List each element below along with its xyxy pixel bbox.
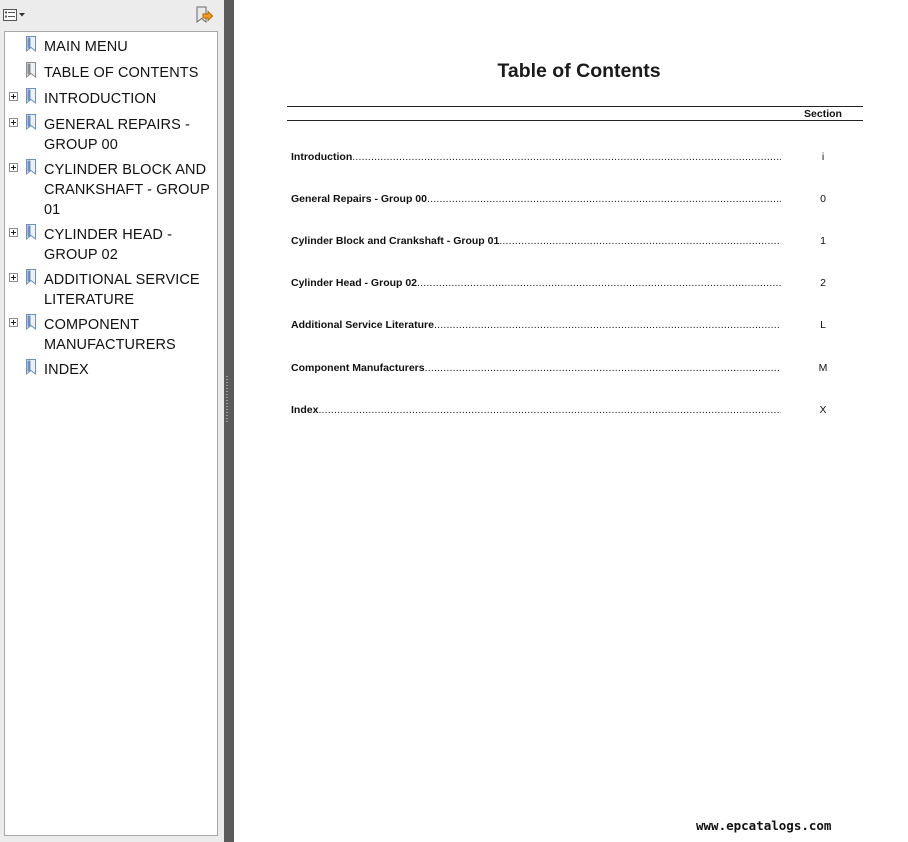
page-title: Table of Contents (497, 60, 661, 82)
toc-entry-title: General Repairs - Group 00 ..... (291, 192, 781, 206)
bookmark-icon (25, 359, 37, 375)
toc-entry-title: Introduction ..... (291, 150, 781, 164)
bookmark-label: INTRODUCTION (44, 91, 157, 107)
bookmark-item-introduction[interactable] (5, 84, 217, 110)
toc-entry-section: M (818, 362, 828, 374)
toc-entry-cylinder-head[interactable] (291, 276, 853, 292)
bookmark-options-icon[interactable] (2, 7, 28, 23)
document-page (234, 0, 908, 842)
expand-plus-icon[interactable] (9, 318, 18, 327)
bookmark-icon (25, 314, 37, 330)
expand-plus-icon[interactable] (9, 273, 18, 282)
bookmark-item-component-manufacturers[interactable] (5, 310, 217, 355)
bookmark-icon (25, 36, 37, 52)
section-column-header: Section (804, 108, 842, 120)
bookmark-label: MAIN MENU (44, 39, 128, 55)
bookmark-label: GENERAL REPAIRS - GROUP 00 (44, 117, 190, 153)
bookmark-icon (25, 88, 37, 104)
toc-entry-section: i (821, 151, 825, 163)
toc-entry-title: Cylinder Block and Crankshaft - Group 01 ..... (291, 234, 781, 248)
toc-entry-section: 0 (820, 193, 826, 205)
bookmark-icon (25, 269, 37, 285)
toc-entry-section: 1 (820, 235, 826, 247)
bookmark-label: INDEX (44, 362, 89, 378)
toc-entry-section: X (819, 404, 827, 416)
bookmark-label: ADDITIONAL SERVICE LITERATURE (44, 272, 200, 308)
toc-entry-section: 2 (820, 277, 826, 289)
bookmark-item-main-menu[interactable] (5, 32, 217, 58)
toc-entry-title: Cylinder Head - Group 02 ..... (291, 276, 781, 290)
bookmark-label: TABLE OF CONTENTS (44, 65, 199, 81)
expand-plus-icon[interactable] (9, 163, 18, 172)
expand-bookmark-icon[interactable] (194, 5, 214, 25)
header-rule-bottom (287, 120, 863, 121)
bookmark-label: CYLINDER HEAD - GROUP 02 (44, 227, 172, 263)
bookmark-icon (25, 224, 37, 240)
toc-entry-introduction[interactable] (291, 150, 853, 166)
bookmark-label: CYLINDER BLOCK AND CRANKSHAFT - GROUP 01 (44, 162, 210, 218)
bookmark-item-cylinder-block[interactable] (5, 155, 217, 220)
watermark-text: www.epcatalogs.com (696, 818, 832, 833)
bookmark-label: COMPONENT MANUFACTURERS (44, 317, 176, 353)
bookmark-item-general-repairs[interactable] (5, 110, 217, 155)
bookmarks-toolbar (0, 0, 224, 30)
expand-plus-icon[interactable] (9, 92, 18, 101)
panel-splitter[interactable] (224, 0, 234, 842)
toc-entry-section: L (820, 319, 826, 331)
toc-entry-index[interactable] (291, 403, 853, 419)
bookmark-item-table-of-contents[interactable] (5, 58, 217, 84)
header-rule-top (287, 106, 863, 107)
toc-entry-title: Additional Service Literature ..... (291, 318, 781, 332)
bookmark-icon (25, 114, 37, 130)
bookmark-item-additional-service[interactable] (5, 265, 217, 310)
bookmark-icon (25, 159, 37, 175)
bookmarks-panel (0, 0, 224, 842)
expand-plus-icon[interactable] (9, 118, 18, 127)
toc-entry-component-manufacturers[interactable] (291, 361, 853, 377)
toc-entry-additional-service[interactable] (291, 318, 853, 334)
bookmarks-tree (4, 31, 218, 836)
toc-entry-general-repairs[interactable] (291, 192, 853, 208)
bookmark-item-cylinder-head[interactable] (5, 220, 217, 265)
toc-entry-cylinder-block[interactable] (291, 234, 853, 250)
expand-plus-icon[interactable] (9, 228, 18, 237)
toc-entry-title: Component Manufacturers ..... (291, 361, 781, 375)
bookmark-icon (25, 62, 37, 78)
bookmark-item-index[interactable] (5, 355, 217, 381)
toc-entry-title: Index ..... (291, 403, 781, 417)
splitter-grip-icon[interactable] (226, 376, 228, 422)
